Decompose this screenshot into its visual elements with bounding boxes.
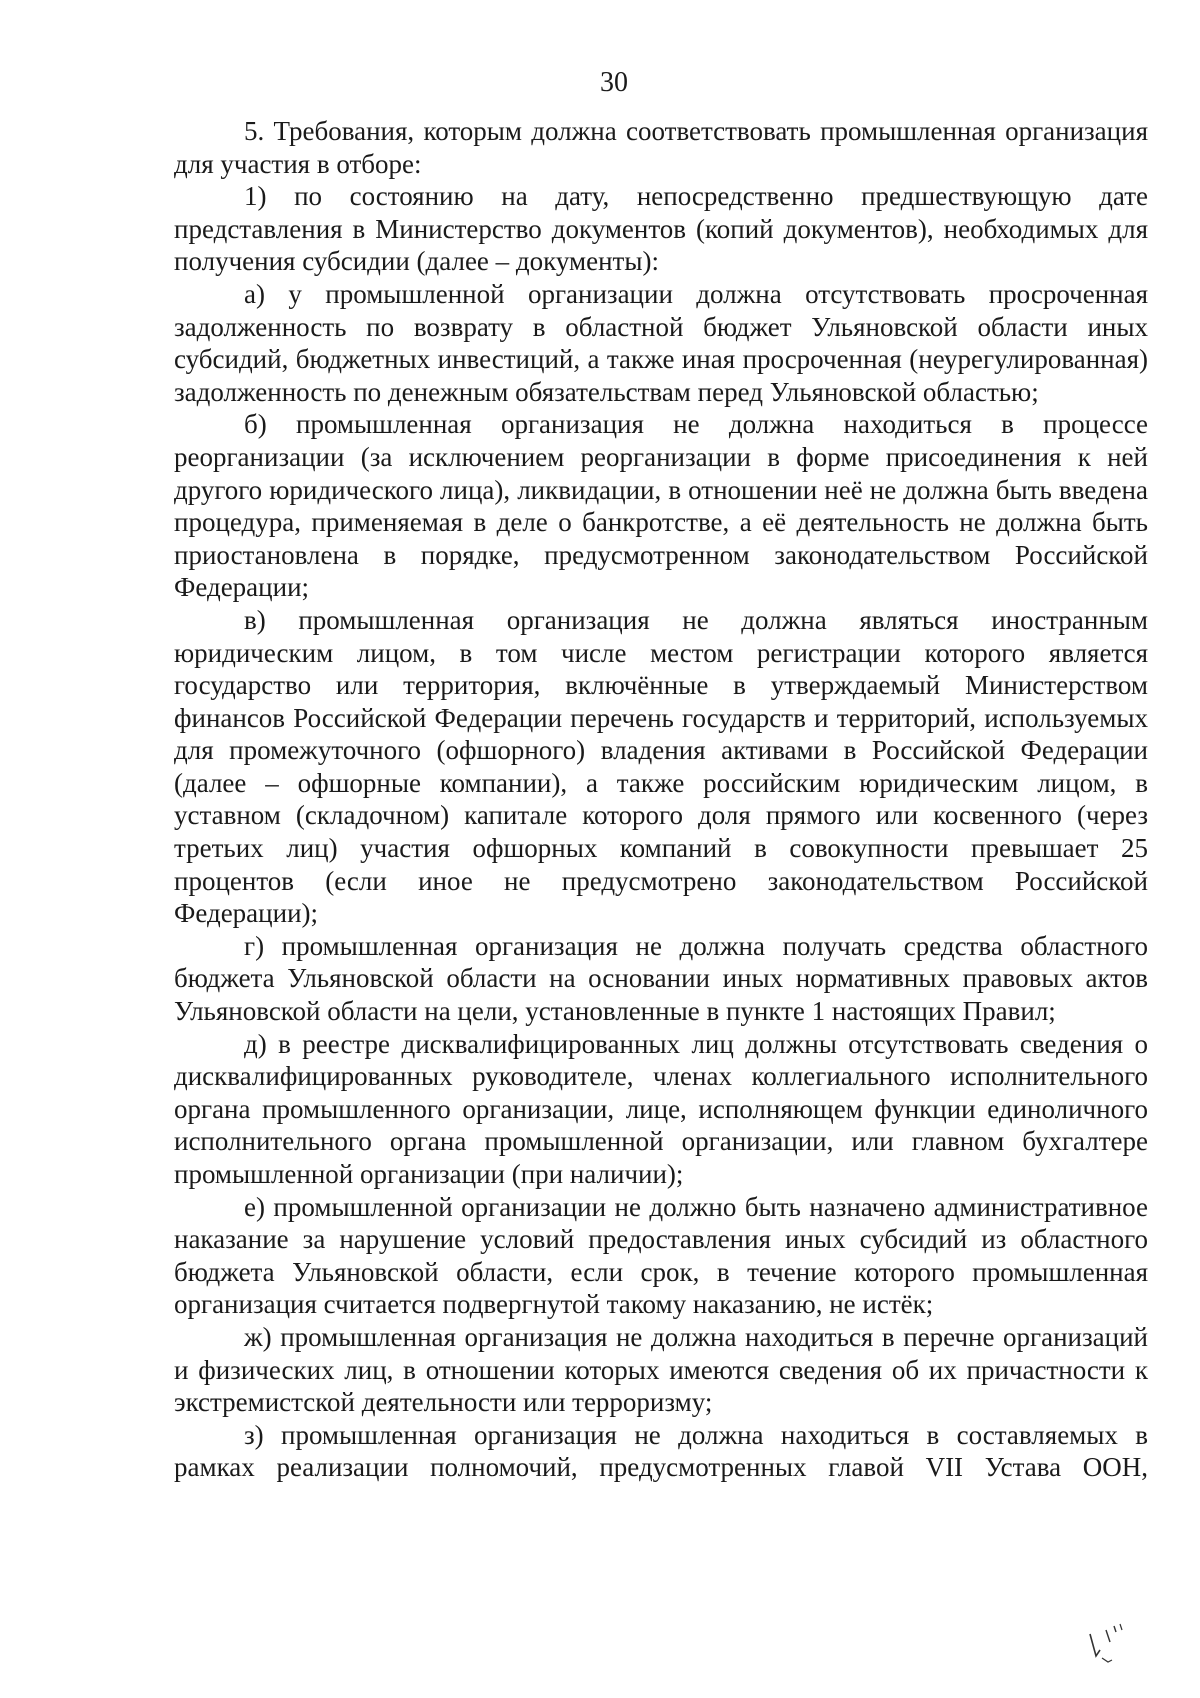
initials-mark-icon xyxy=(1082,1612,1142,1672)
paragraph-item-a: а) у промышленной организации должна отсутствовать просроченная задолженность по возврату в областной бюджет Ульяновской области иных субсидий, бюджетных инвестиций, а также иная просроченная (неурегулированная) задолженность по денежным обязательствам перед Ульяновской областью; xyxy=(174,278,1148,407)
page-number: 30 xyxy=(600,67,628,98)
paragraph-item-zh: ж) промышленная организация не должна находиться в перечне организаций и физических лиц, в отношении которых имеются сведения об их причастности к экстремистской деятельности или терроризму; xyxy=(174,1321,1148,1418)
paragraph-item-d: д) в реестре дисквалифицированных лиц должны отсутствовать сведения о дисквалифицированных руководителе, членах коллегиального исполнительного органа промышленного организации, лице, исполняющем функции единоличного исполнительного органа промышленной организации, или главном бухгалтере промышленной организации (при наличии); xyxy=(174,1028,1148,1189)
paragraph-item-g: г) промышленная организация не должна получать средства областного бюджета Ульяновской области на основании иных нормативных правовых актов Ульяновской области на цели, установленные в пункте 1 настоящих Правил; xyxy=(174,930,1148,1027)
paragraph-item-e: е) промышленной организации не должно быть назначено административное наказание за нарушение условий предоставления иных субсидий из областного бюджета Ульяновской области, если срок, в течение которого промышленная организация считается подвергнутой такому наказанию, не истёк; xyxy=(174,1191,1148,1320)
paragraph-requirements-heading: 5. Требования, которым должна соответствовать промышленная организация для участия в отборе: xyxy=(174,116,1148,179)
paragraph-item-b: б) промышленная организация не должна находиться в процессе реорганизации (за исключением реорганизации в форме присоединения к ней другого юридического лица), ликвидации, в отношении неё не должна быть введена процедура, применяемая в деле о банкротстве, а её деятельность не должна быть приостановлена в порядке, предусмотренном законодательством Российской Федерации; xyxy=(174,409,1148,603)
paragraph-item-1: 1) по состоянию на дату, непосредственно предшествующую дате представления в Министерство документов (копий документов), необходимых для получения субсидии (далее – документы): xyxy=(174,181,1148,277)
paragraph-item-z: з) промышленная организация не должна находиться в составляемых в рамках реализации полномочий, предусмотренных главой VII Устава ООН, xyxy=(174,1419,1148,1483)
document-body xyxy=(174,115,1148,1484)
paragraph-item-v: в) промышленная организация не должна являться иностранным юридическим лицом, в том числе местом регистрации которого является государство или территория, включённые в утверждаемый Министерством финансов Российской Федерации перечень государств и территорий, используемых для промежуточного (офшорного) владения активами в Российской Федерации (далее – офшорные компании), а также российским юридическим лицом, в уставном (складочном) капитале которого доля прямого или косвенного (через третьих лиц) участия офшорных компаний в совокупности превышает 25 процентов (если иное не предусмотрено законодательством Российской Федерации); xyxy=(174,604,1148,929)
